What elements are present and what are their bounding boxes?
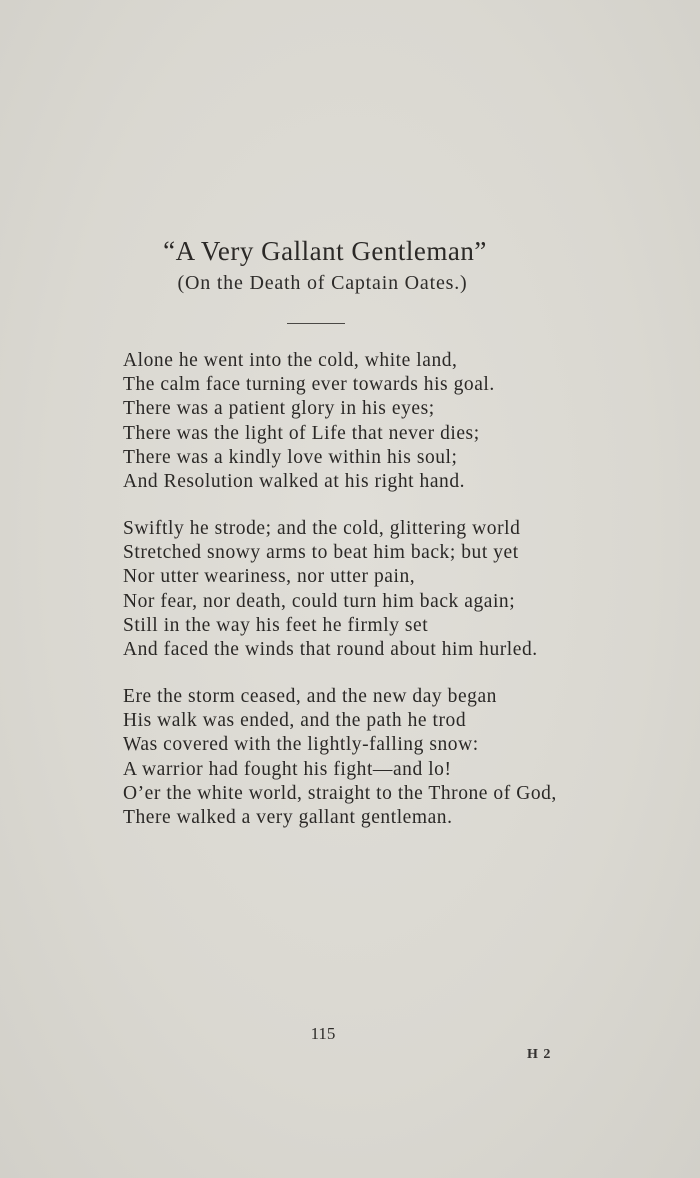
poem-line: There was a kindly love within his soul; bbox=[123, 446, 458, 468]
poem-line: O’er the white world, straight to the Throne of God, bbox=[123, 782, 557, 804]
poem-line: Nor fear, nor death, could turn him back again; bbox=[123, 590, 516, 612]
poem-line: And faced the winds that round about him hurled. bbox=[123, 639, 538, 661]
poem-subtitle: (On the Death of Captain Oates.) bbox=[177, 272, 468, 294]
poem-line: Nor utter weariness, nor utter pain, bbox=[123, 566, 416, 588]
poem-line: Stretched snowy arms to beat him back; but yet bbox=[123, 542, 519, 564]
title-divider bbox=[287, 323, 345, 324]
stanza-1 bbox=[123, 349, 495, 494]
stanza-2 bbox=[123, 517, 538, 662]
poem-title: “A Very Gallant Gentleman” bbox=[163, 236, 487, 266]
poem-line: There was a patient glory in his eyes; bbox=[123, 398, 435, 420]
poem-line: His walk was ended, and the path he trod bbox=[123, 710, 467, 732]
stanza-3 bbox=[123, 685, 557, 830]
poem-line: And Resolution walked at his right hand. bbox=[123, 471, 466, 493]
poem-line: Alone he went into the cold, white land, bbox=[123, 350, 458, 371]
poem-line: A warrior had fought his fight—and lo! bbox=[123, 758, 452, 780]
poem-line: Still in the way his feet he firmly set bbox=[123, 614, 429, 636]
poem-line: Was covered with the lightly-falling snow: bbox=[123, 734, 479, 756]
poem-line: There was the light of Life that never dies; bbox=[123, 422, 480, 444]
page-number: 115 bbox=[310, 1024, 336, 1043]
poem-line: The calm face turning ever towards his goal. bbox=[123, 374, 495, 396]
poem-line: Swiftly he strode; and the cold, glittering world bbox=[123, 518, 521, 539]
poem-line: Ere the storm ceased, and the new day began bbox=[123, 686, 497, 707]
signature-mark: H 2 bbox=[527, 1047, 552, 1062]
poem-line: There walked a very gallant gentleman. bbox=[123, 807, 453, 829]
